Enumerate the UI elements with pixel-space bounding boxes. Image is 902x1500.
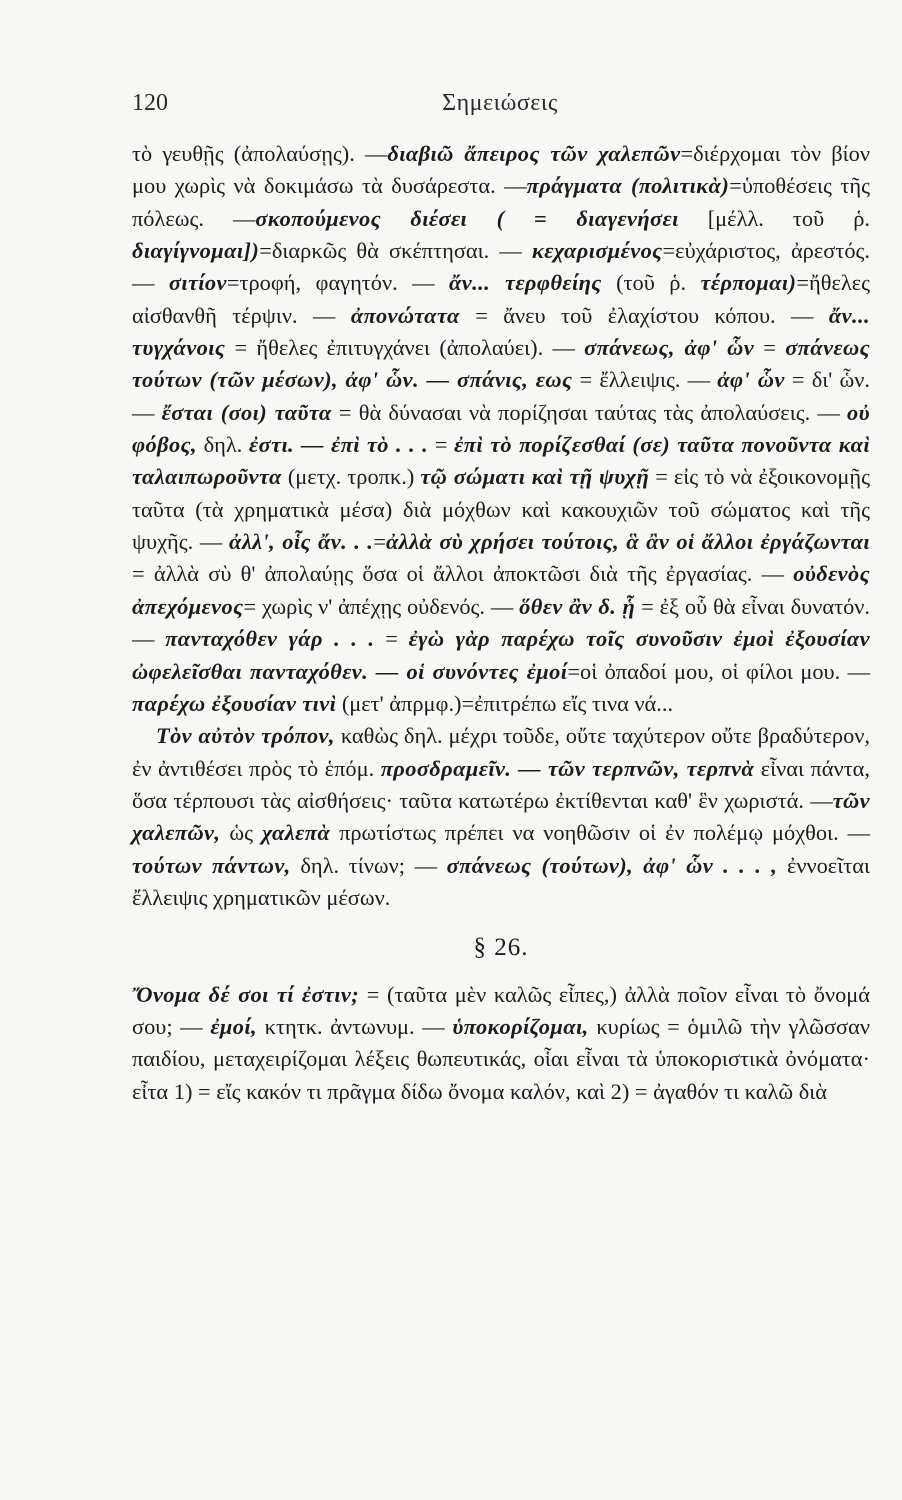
text-run: δηλ. τίνων; — (290, 852, 437, 878)
lemma: ἀφ' ὧν (717, 367, 785, 393)
text-run: = ἀλλὰ σὺ θ' ἀπολαύῃς ὅσα οἱ ἄλλοι ἀποκτῶσι διὰ τῆς ἐργασίας. — (132, 561, 785, 587)
text-run: κτητκ. ἀντωνυμ. — (257, 1013, 445, 1039)
text-run: = (428, 432, 455, 458)
lemma: τούτων πάντων, (132, 852, 291, 878)
text-run: = (754, 335, 786, 361)
text-run: ἐννοεῖται ἔλλειψις χρηματικῶν μέσων. (132, 852, 870, 910)
section-paragraph (132, 979, 870, 1108)
text-run: εἶναι πάντα, ὅσα τέρπουσι τὰς αἰσθήσεις· ταῦτα κατωτέρω ἐκτίθενται καθ' ἓν χωριστά. — (132, 755, 870, 813)
text-run: = (ταῦτα μὲν καλῶς εἶπες,) ἀλλὰ ποῖον εἶναι τὸ ὄνομά σου; — (132, 981, 871, 1039)
lemma: οὐ φόβος, (132, 399, 870, 458)
text-run: = χωρὶς ν' ἀπέχῃς οὐδενός. — (243, 593, 514, 619)
lemma: Τὸν αὐτὸν τρόπον, (156, 723, 335, 749)
text-run: = ἐξ οὗ θὰ εἶναι δυνατόν. — (132, 593, 871, 652)
lemma: ἐμοί, (210, 1013, 257, 1039)
text-run: κυρίως = ὁμιλῶ τὴν γλῶσσαν παιδίου, μεταχειρίζομαι λέξεις θωπευτικάς, οἷαι εἶναι τὰ ὑποκοριστικὰ ὀνόματα· εἶτα 1) = εἴς κακόν τι πρᾶγμα δίδω ὄνομα καλόν, καὶ 2) = ἀγαθόν τι καλῶ διὰ (132, 1013, 870, 1104)
text-run: = (374, 626, 409, 652)
text-run: (τοῦ ῥ. (601, 270, 687, 296)
lemma: ἐπὶ τὸ πορίζεσθαί (σε) ταῦτα πονοῦντα καὶ ταλαιπωροῦντα (132, 432, 871, 490)
lemma: σιτίον (168, 270, 227, 296)
lemma: τῷ σώματι καὶ τῇ ψυχῇ (420, 464, 650, 490)
text-run: = εἰς τὸ νὰ ἐξοικονομῇς ταῦτα (τὰ χρηματικὰ μέσα) διὰ μόχθων καὶ κακουχιῶν τοῦ σώματος καὶ τῆς ψυχῆς. — (132, 464, 870, 555)
page-number: 120 (132, 90, 168, 116)
text-run: = δι' ὧν. — (132, 367, 870, 425)
lemma: πράγματα (πολιτικὰ) (526, 173, 730, 199)
lemma: τέρπομαι) (700, 270, 797, 296)
section-heading: § 26. (473, 934, 529, 962)
text-run: = (373, 529, 386, 555)
lemma: ἀλλ', οἷς ἄν. . . (229, 529, 374, 555)
page-body (132, 138, 870, 1108)
page-header (132, 90, 868, 124)
text-run: καθὼς δηλ. μέχρι τοῦδε, οὔτε ταχύτερον οὔτε βραδύτερον, ἐν ἀντιθέσει πρὸς τὸ ἑπόμ. (132, 723, 870, 781)
text-run: = θὰ δύνασαι νὰ πορίζησαι ταύτας τὰς ἀπολαύσεις. — (331, 399, 840, 425)
lemma: σπάνεως, ἀφ' ὧν (584, 335, 755, 361)
lemma: πανταχόθεν γάρ . . . (165, 626, 375, 652)
lemma: διαγίγνομαι]) (132, 238, 260, 264)
text-run: =τροφή, φαγητόν. — (226, 270, 435, 296)
text-run: = ἄνευ τοῦ ἐλαχίστου κόπου. — (459, 302, 814, 328)
text-run: (μετχ. τροπκ.) (281, 464, 415, 490)
lemma: παρέχω ἐξουσίαν τινὶ (132, 690, 337, 716)
text-run: =οἱ ὀπαδοί μου, οἱ φίλοι μου. — (567, 658, 870, 684)
text-run: πρωτίστως πρέπει να νοηθῶσιν οἱ ἐν πολέμῳ μόχθοι. — (330, 820, 871, 846)
lemma: διαβιῶ ἄπειρος τῶν χαλεπῶν (387, 141, 681, 166)
text-run: =εὐχάριστος, ἀρεστός. — (132, 238, 870, 296)
text-run: =διαρκῶς θὰ σκέπτησαι. — (259, 238, 522, 264)
text-run: (μετ' ἀπρμφ.)=ἐπιτρέπω εἴς τινα νά... (336, 690, 674, 716)
lemma: σπάνεως (τούτων), ἀφ' ὧν . . . , (446, 852, 778, 878)
text-run: = ἔλλειψις. — (572, 367, 711, 393)
lemma: κεχαρισμένος (532, 238, 663, 264)
text-run: ὡς (220, 820, 253, 846)
lemma: ὑποκορίζομαι, (452, 1013, 589, 1039)
lemma: ἀπονώτατα (350, 302, 460, 328)
text-run: =διέρχομαι τὸν βίον μου χωρὶς νὰ δοκιμάσω τὰ δυσάρεστα. — (132, 141, 870, 199)
lemma: ὅθεν ἂν δ. ᾗ (519, 593, 636, 619)
lemma: ἐγὼ γὰρ παρέχω τοῖς συνοῦσιν ἐμοὶ ἐξουσίαν ὠφελεῖσθαι πανταχόθεν. — οἱ συνόντες ἐμοί (132, 626, 870, 684)
lemma: ἄν... τερφθείης (449, 270, 602, 296)
lemma: ἄν... τυγχάνοις (132, 302, 870, 361)
commentary-paragraph (132, 720, 870, 914)
lemma: ἔσται (σοι) ταῦτα (161, 399, 332, 425)
text-run: δηλ. (196, 432, 243, 458)
text-run: = ἤθελες ἐπιτυγχάνει (ἀπολαύει). — (225, 335, 575, 361)
lemma: τῶν χαλεπῶν, (132, 787, 870, 846)
lemma: προσδραμεῖν. — τῶν τερπνῶν, τερπνὰ (380, 755, 755, 781)
text-run: [μέλλ. τοῦ ῥ. (678, 205, 870, 231)
text-run: =ἤθελες αἰσθανθῆ τέρψιν. — (132, 270, 870, 328)
lemma: ἀλλὰ σὺ χρήσει τούτοις, ἃ ἂν οἱ ἄλλοι ἐργάζωνται (385, 529, 870, 555)
running-title: Σημειώσεις (442, 90, 558, 116)
text-run: =ὑποθέσεις τῆς πόλεως. — (132, 173, 870, 231)
lemma: οὐδενὸς ἀπεχόμενος (132, 561, 870, 619)
text-run: τὸ γευθῇς (ἀπολαύσῃς). — (132, 141, 388, 166)
notes-paragraph (132, 138, 870, 720)
lemma: σκοπούμενος διέσει ( = διαγενήσει (255, 205, 679, 231)
lemma: σπάνεως τούτων (τῶν μέσων), ἀφ' ὧν. — σπάνις, εως (132, 335, 870, 393)
lemma: ἐστι. — ἐπὶ τὸ . . . (249, 432, 429, 458)
lemma: χαλεπὰ (261, 820, 331, 846)
lemma: Ὄνομα δέ σοι τί ἐστιν; (132, 981, 360, 1007)
